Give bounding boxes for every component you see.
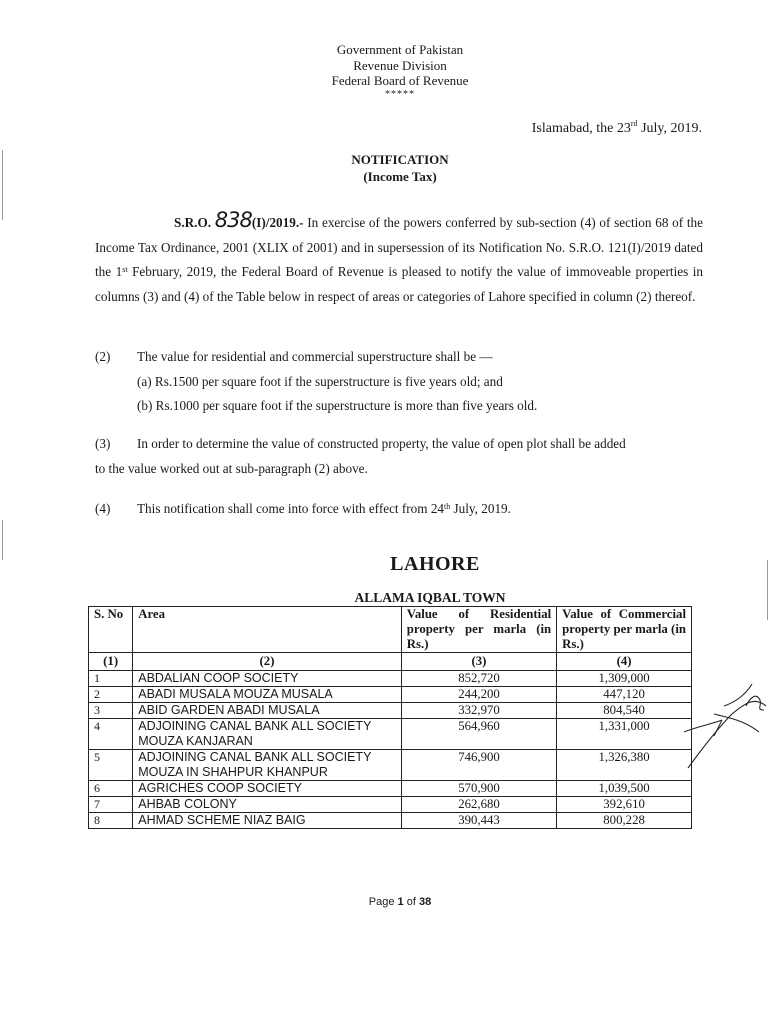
- footer-page-number: 1: [397, 896, 404, 908]
- dateline: [532, 121, 702, 137]
- footer-prefix: Page: [368, 896, 398, 908]
- sro-label: S.R.O.: [174, 215, 212, 230]
- cell-residential: 570,900: [401, 781, 556, 797]
- letterhead-division: Revenue Division: [353, 57, 447, 73]
- paragraph-4-text-b: July, 2019.: [450, 501, 511, 516]
- table-header-row: [89, 607, 692, 653]
- paragraph-4-sup: th: [444, 502, 451, 511]
- paragraph-3-text-first: In order to determine the value of constructed property, the value of open plot shall be added: [137, 436, 626, 451]
- cell-commercial: 1,309,000: [557, 671, 692, 687]
- paragraph-1: [95, 208, 703, 309]
- handwritten-initials-signature: [684, 676, 770, 772]
- cell-commercial: 1,326,380: [557, 750, 692, 781]
- sro-suffix: (I)/2019.-: [251, 215, 304, 230]
- header-residential: Value of Residential property per marla (in Rs.): [401, 607, 556, 653]
- cell-residential: 390,443: [401, 813, 556, 829]
- letterhead-stars: *****: [385, 88, 415, 100]
- table-row: [89, 813, 692, 829]
- paragraph-1-sup: st: [122, 265, 128, 274]
- cell-residential: 852,720: [401, 671, 556, 687]
- cell-area: ADJOINING CANAL BANK ALL SOCIETY MOUZA IN SHAHPUR KHANPUR: [133, 750, 402, 781]
- paragraph-1-text-b: February, 2019, the Federal Board of Revenue is pleased to notify the value of immoveable properties in columns (3) and (4) of the Table below in respect of areas or categories of Lahore specified in column (2) thereof.: [95, 264, 703, 304]
- cell-sno: 5: [89, 750, 133, 781]
- cell-commercial: 1,331,000: [557, 719, 692, 750]
- header-area: Area: [133, 607, 402, 653]
- paragraph-2-item-a: (a) Rs.1500 per square foot if the superstructure is five years old; and: [137, 373, 503, 389]
- cell-commercial: 447,120: [557, 687, 692, 703]
- cell-commercial: 392,610: [557, 797, 692, 813]
- cell-residential: 332,970: [401, 703, 556, 719]
- cell-area: AHMAD SCHEME NIAZ BAIG: [133, 813, 402, 829]
- cell-residential: 564,960: [401, 719, 556, 750]
- town-heading: ALLAMA IQBAL TOWN: [354, 590, 506, 605]
- cell-area: ADJOINING CANAL BANK ALL SOCIETY MOUZA KANJARAN: [133, 719, 402, 750]
- cell-sno: 1: [89, 671, 133, 687]
- column-number: (4): [557, 653, 692, 671]
- cell-commercial: 804,540: [557, 703, 692, 719]
- cell-area: ABADI MUSALA MOUZA MUSALA: [133, 687, 402, 703]
- cell-residential: 262,680: [401, 797, 556, 813]
- paragraph-1-text-a: In exercise of the powers conferred by sub-section (4) of section 68 of the Income Tax Ordinance, 2001 (XLIX of 2001) and in supersession of its Notification No. S.R.O. 121(I)/2019 dated the 1: [95, 215, 704, 279]
- notification-heading: [0, 151, 770, 185]
- paragraph-4-number: (4): [95, 501, 111, 516]
- footer-page-total: 38: [418, 896, 432, 908]
- cell-residential: 244,200: [401, 687, 556, 703]
- cell-sno: 3: [89, 703, 133, 719]
- table-row: [89, 671, 692, 687]
- paragraph-3: [95, 432, 703, 481]
- paragraph-3-number: (3): [95, 436, 111, 451]
- paragraph-2-number: (2): [95, 349, 111, 364]
- cell-sno: 8: [89, 813, 133, 829]
- cell-area: ABDALIAN COOP SOCIETY: [133, 671, 402, 687]
- cell-commercial: 1,039,500: [557, 781, 692, 797]
- paragraph-3-text-second: to the value worked out at sub-paragraph (2) above.: [95, 460, 368, 476]
- cell-area: AHBAB COLONY: [133, 797, 402, 813]
- header-commercial: Value of Commercial property per marla (in Rs.): [557, 607, 692, 653]
- paragraph-4-text-a: This notification shall come into force with effect from 24: [137, 501, 445, 516]
- paragraph-2: [95, 345, 703, 419]
- cell-residential: 746,900: [401, 750, 556, 781]
- cell-sno: 2: [89, 687, 133, 703]
- dateline-sup: rd: [630, 119, 638, 128]
- notification-subtitle: (Income Tax): [363, 169, 437, 184]
- letterhead: [0, 42, 770, 100]
- sro-number-handwritten: 838: [214, 208, 252, 232]
- dateline-rest: July, 2019.: [637, 121, 702, 136]
- cell-sno: 6: [89, 781, 133, 797]
- cell-sno: 4: [89, 719, 133, 750]
- paragraph-2-lead: [95, 345, 703, 370]
- cell-area: ABID GARDEN ABADI MUSALA: [133, 703, 402, 719]
- signature-stroke: [688, 684, 766, 768]
- table-row: [89, 703, 692, 719]
- paragraph-4: [95, 497, 703, 522]
- notification-title: NOTIFICATION: [351, 152, 449, 167]
- column-number: (2): [133, 653, 402, 671]
- column-number: (3): [401, 653, 556, 671]
- table-row: [89, 719, 692, 750]
- page-footer: [0, 896, 770, 908]
- cell-commercial: 800,228: [557, 813, 692, 829]
- table-row: [89, 687, 692, 703]
- table-row: [89, 750, 692, 781]
- cell-area: AGRICHES COOP SOCIETY: [133, 781, 402, 797]
- paragraph-2-item-b: (b) Rs.1000 per square foot if the superstructure is more than five years old.: [137, 398, 538, 413]
- footer-of: of: [403, 896, 419, 908]
- dateline-prefix: Islamabad, the 23: [531, 121, 631, 136]
- column-number-row: [89, 653, 692, 671]
- paragraph-3-first-line: [95, 432, 703, 457]
- letterhead-government: Government of Pakistan: [336, 42, 464, 57]
- table-row: [89, 797, 692, 813]
- signature-stroke: [684, 720, 722, 736]
- column-number: (1): [89, 653, 133, 671]
- city-heading: LAHORE: [390, 553, 480, 575]
- paragraph-2-text: The value for residential and commercial superstructure shall be —: [137, 349, 493, 364]
- letterhead-board: Federal Board of Revenue: [331, 73, 469, 88]
- property-values-table: [88, 606, 692, 829]
- cell-sno: 7: [89, 797, 133, 813]
- header-sno: S. No: [89, 607, 133, 653]
- table-row: [89, 781, 692, 797]
